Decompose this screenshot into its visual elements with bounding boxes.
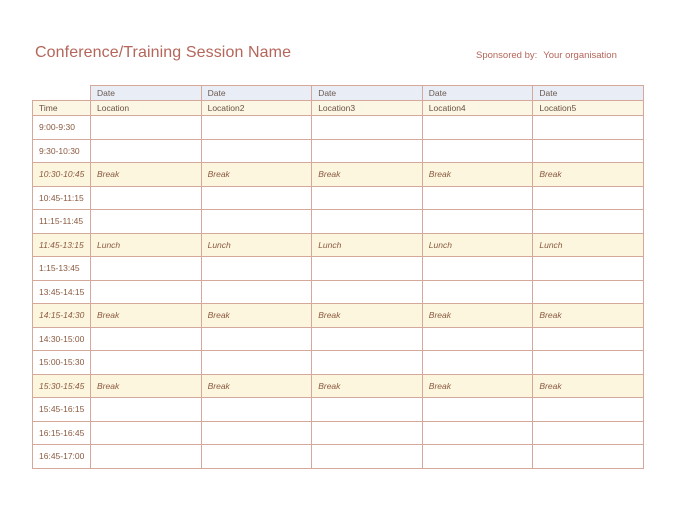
time-slot-row (33, 445, 644, 469)
session-cell[interactable] (422, 116, 533, 140)
break-cell[interactable]: Break (201, 163, 312, 187)
session-cell[interactable] (91, 257, 202, 281)
session-cell[interactable] (422, 398, 533, 422)
time-slot-row (33, 327, 644, 351)
session-cell[interactable] (422, 186, 533, 210)
time-slot-row (33, 280, 644, 304)
session-cell[interactable] (201, 398, 312, 422)
break-cell[interactable]: Break (422, 304, 533, 328)
session-cell[interactable] (422, 327, 533, 351)
session-cell[interactable] (533, 327, 644, 351)
session-cell[interactable] (422, 139, 533, 163)
session-cell[interactable] (533, 421, 644, 445)
date-header[interactable]: Date (533, 86, 644, 101)
session-cell[interactable] (312, 421, 423, 445)
session-cell[interactable] (312, 186, 423, 210)
session-cell[interactable] (312, 257, 423, 281)
location-header-row (33, 101, 644, 116)
sponsor-value[interactable]: Your organisation (543, 50, 617, 61)
break-row (33, 304, 644, 328)
session-cell[interactable] (533, 351, 644, 375)
date-header-row (33, 86, 644, 101)
time-slot-row (33, 421, 644, 445)
session-cell[interactable] (533, 257, 644, 281)
session-cell[interactable] (533, 210, 644, 234)
break-cell[interactable]: Lunch (533, 233, 644, 257)
session-cell[interactable] (312, 116, 423, 140)
session-cell[interactable] (422, 445, 533, 469)
time-slot-label: 15:30-15:45 (33, 374, 91, 398)
time-slot-label: 14:30-15:00 (33, 327, 91, 351)
session-cell[interactable] (422, 257, 533, 281)
break-cell[interactable]: Lunch (422, 233, 533, 257)
time-slot-row (33, 139, 644, 163)
location-header[interactable]: Location5 (533, 101, 644, 116)
break-cell[interactable]: Break (91, 374, 202, 398)
break-cell[interactable]: Break (422, 163, 533, 187)
session-cell[interactable] (533, 139, 644, 163)
break-cell[interactable]: Break (201, 374, 312, 398)
break-cell[interactable]: Break (422, 374, 533, 398)
date-header[interactable]: Date (91, 86, 202, 101)
break-row (33, 233, 644, 257)
time-slot-row (33, 210, 644, 234)
time-header: Time (33, 101, 91, 116)
time-slot-label: 16:15-16:45 (33, 421, 91, 445)
session-cell[interactable] (312, 280, 423, 304)
session-cell[interactable] (201, 280, 312, 304)
session-cell[interactable] (91, 421, 202, 445)
session-cell[interactable] (91, 445, 202, 469)
session-cell[interactable] (201, 186, 312, 210)
session-cell[interactable] (91, 116, 202, 140)
session-cell[interactable] (422, 210, 533, 234)
break-cell[interactable]: Break (533, 374, 644, 398)
time-slot-row (33, 351, 644, 375)
time-slot-label: 15:45-16:15 (33, 398, 91, 422)
session-cell[interactable] (201, 445, 312, 469)
time-slot-label: 9:30-10:30 (33, 139, 91, 163)
session-cell[interactable] (533, 116, 644, 140)
break-cell[interactable]: Lunch (312, 233, 423, 257)
session-cell[interactable] (312, 210, 423, 234)
break-cell[interactable]: Break (91, 304, 202, 328)
location-header[interactable]: Location2 (201, 101, 312, 116)
schedule-table (32, 85, 644, 469)
break-cell[interactable]: Break (312, 163, 423, 187)
break-cell[interactable]: Break (201, 304, 312, 328)
session-cell[interactable] (312, 139, 423, 163)
sponsor-line (476, 50, 617, 61)
session-cell[interactable] (91, 186, 202, 210)
session-cell[interactable] (201, 116, 312, 140)
break-row (33, 163, 644, 187)
break-cell[interactable]: Lunch (91, 233, 202, 257)
time-slot-row (33, 116, 644, 140)
session-cell[interactable] (91, 351, 202, 375)
time-slot-label: 1:15-13:45 (33, 257, 91, 281)
session-cell[interactable] (201, 139, 312, 163)
time-slot-label: 11:45-13:15 (33, 233, 91, 257)
session-cell[interactable] (422, 351, 533, 375)
session-cell[interactable] (91, 139, 202, 163)
session-cell[interactable] (201, 257, 312, 281)
break-cell[interactable]: Break (312, 304, 423, 328)
time-slot-label: 15:00-15:30 (33, 351, 91, 375)
session-cell[interactable] (201, 327, 312, 351)
session-cell[interactable] (422, 421, 533, 445)
blank-corner-cell (33, 86, 91, 101)
session-cell[interactable] (312, 327, 423, 351)
session-cell[interactable] (533, 186, 644, 210)
time-slot-label: 9:00-9:30 (33, 116, 91, 140)
break-cell[interactable]: Break (533, 163, 644, 187)
session-cell[interactable] (91, 327, 202, 351)
date-header[interactable]: Date (201, 86, 312, 101)
time-slot-label: 10:45-11:15 (33, 186, 91, 210)
session-cell[interactable] (533, 398, 644, 422)
session-cell[interactable] (91, 398, 202, 422)
session-cell[interactable] (312, 351, 423, 375)
time-slot-row (33, 186, 644, 210)
time-slot-label: 10:30-10:45 (33, 163, 91, 187)
location-header[interactable]: Location4 (422, 101, 533, 116)
break-row (33, 374, 644, 398)
time-slot-row (33, 398, 644, 422)
break-cell[interactable]: Break (312, 374, 423, 398)
session-cell[interactable] (312, 445, 423, 469)
sponsor-label: Sponsored by: (476, 50, 538, 61)
session-cell[interactable] (91, 280, 202, 304)
location-header[interactable]: Location (91, 101, 202, 116)
time-slot-label: 16:45-17:00 (33, 445, 91, 469)
session-cell[interactable] (533, 445, 644, 469)
date-header[interactable]: Date (312, 86, 423, 101)
location-header[interactable]: Location3 (312, 101, 423, 116)
session-cell[interactable] (312, 398, 423, 422)
break-cell[interactable]: Break (533, 304, 644, 328)
break-cell[interactable]: Break (91, 163, 202, 187)
break-cell[interactable]: Lunch (201, 233, 312, 257)
session-cell[interactable] (201, 210, 312, 234)
time-slot-label: 14:15-14:30 (33, 304, 91, 328)
session-cell[interactable] (422, 280, 533, 304)
session-cell[interactable] (533, 280, 644, 304)
time-slot-label: 13:45-14:15 (33, 280, 91, 304)
time-slot-label: 11:15-11:45 (33, 210, 91, 234)
date-header[interactable]: Date (422, 86, 533, 101)
session-cell[interactable] (91, 210, 202, 234)
time-slot-row (33, 257, 644, 281)
session-cell[interactable] (201, 421, 312, 445)
session-title: Conference/Training Session Name (35, 44, 292, 61)
session-cell[interactable] (201, 351, 312, 375)
